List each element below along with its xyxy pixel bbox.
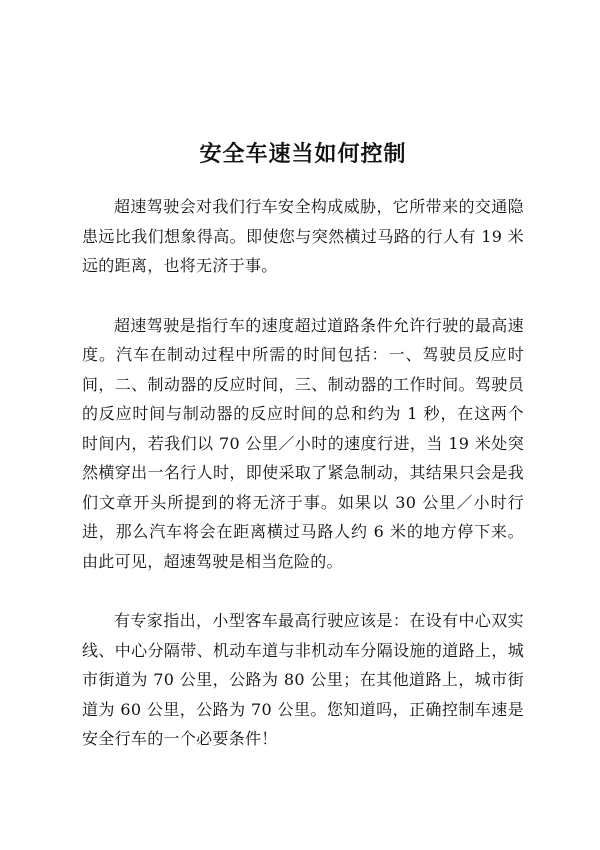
paragraph-2: 超速驾驶是指行车的速度超过道路条件允许行驶的最高速度。汽车在制动过程中所需的时间包括：一、驾驶员反应时间，二、制动器的反应时间，三、制动器的工作时间。驾驶员的反应时间与制动器的反应时间的总和约为 1 秒，在这两个时间内，若我们以 70 公里／小时的速度行进，当 19 米处突然横穿出一名行人时，即使采取了紧急制动，其结果只会是我们文章开头所提到的将无济于事。如果以 30 公里／小时行进，那么汽车将会在距离横过马路人约 6 米的地方停下来。由此可见，超速驾驶是相当危险的。 — [82, 315, 524, 571]
paragraph-1: 超速驾驶会对我们行车安全构成威胁，它所带来的交通隐患远比我们想象得高。即使您与突然横过马路的行人有 19 米远的距离，也将无济于事。 — [82, 197, 524, 275]
paragraph-3: 有专家指出，小型客车最高行驶应该是：在设有中心双实线、中心分隔带、机动车道与非机动车分隔设施的道路上，城市街道为 70 公里，公路为 80 公里；在其他道路上，城市街道为 60 公里，公路为 70 公里。您知道吗，正确控制车速是安全行车的一个必要条件！ — [82, 611, 524, 748]
document-title: 安全车速当如何控制 — [199, 142, 407, 167]
